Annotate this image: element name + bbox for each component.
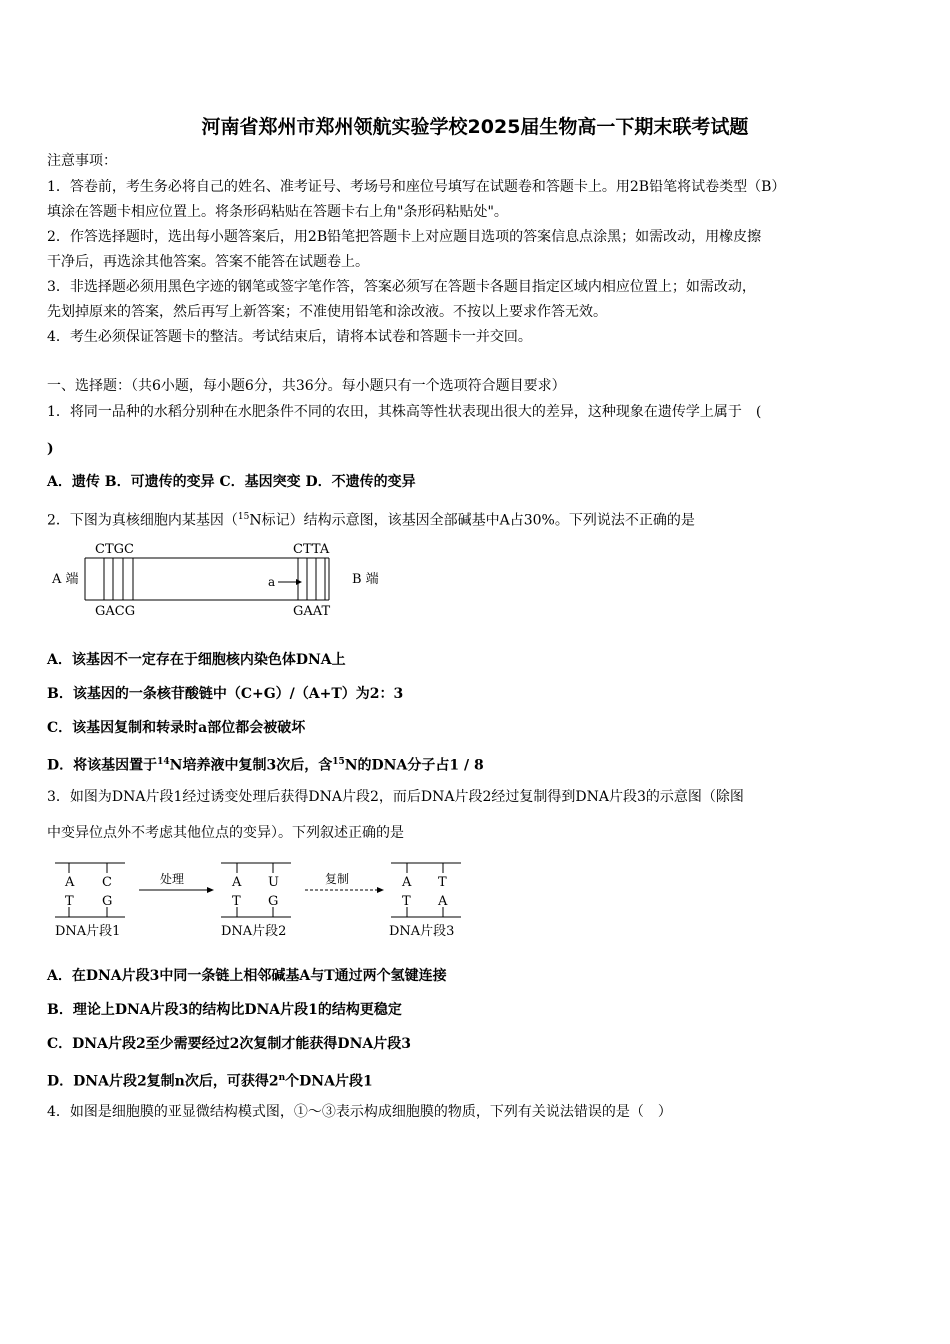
question-3-option-c: C．DNA片段2至少需要经过2次复制才能获得DNA片段3	[47, 1036, 411, 1052]
question-3-option-b: B．理论上DNA片段3的结构比DNA片段1的结构更稳定	[47, 1002, 402, 1018]
seg1-top-base-1: A	[65, 875, 75, 890]
seg3-label: DNA片段3	[389, 924, 455, 939]
seg3-bottom-base-2: A	[438, 894, 448, 909]
question-2-gene-figure	[47, 538, 407, 620]
seg2-label: DNA片段2	[221, 924, 287, 939]
seg1-bottom-base-1: T	[65, 894, 74, 909]
seg1-top-base-2: C	[102, 875, 112, 890]
gene-b-end-label: B 端	[352, 572, 379, 587]
notice-line-3: 2．作答选择题时，选出每小题答案后，用2B铅笔把答题卡上对应题目选项的答案信息点涂黑；如需改动，用橡皮擦	[47, 229, 762, 245]
seg2-bottom-base-1: T	[232, 894, 241, 909]
gene-bottom-left-bases: GACG	[95, 604, 136, 619]
question-1-stem-tail: )	[47, 441, 54, 457]
notice-line-1: 1．答卷前，考生务必将自己的姓名、准考证号、考场号和座位号填写在试题卷和答题卡上。用2B铅笔将试卷类型（B）	[47, 179, 786, 195]
question-1-options: A．遗传 B．可遗传的变异 C．基因突变 D．不遗传的变异	[47, 474, 416, 490]
notice-line-2: 填涂在答题卡相应位置上。将条形码粘贴在答题卡右上角"条形码粘贴处"。	[47, 204, 508, 220]
notice-line-5: 3．非选择题必须用黑色字迹的钢笔或签字笔作答，答案必须写在答题卡各题目指定区域内相应位置上；如需改动，	[47, 279, 756, 295]
question-1-stem: 1．将同一品种的水稻分别种在水肥条件不同的农田，其株高等性状表现出很大的差异，这种现象在遗传学上属于 (	[47, 404, 762, 420]
gene-site-label: a	[268, 575, 276, 589]
gene-bottom-right-bases: GAAT	[293, 604, 331, 619]
seg1-label: DNA片段1	[55, 924, 121, 939]
question-2-stem: 2．下图为真核细胞内某基因（$^{15}$N标记）结构示意图，该基因全部碱基中A占30%。下列说法不正确的是	[47, 512, 695, 529]
section-heading: 一、选择题：（共6小题，每小题6分，共36分。每小题只有一个选项符合题目要求）	[47, 378, 566, 394]
question-4-stem: 4．如图是细胞膜的亚显微结构模式图，①～③表示构成细胞膜的物质，下列有关说法错误的是（ ）	[47, 1104, 672, 1120]
question-3-option-d: D．DNA片段2复制n次后，可获得2$^n$个DNA片段1	[47, 1073, 373, 1090]
question-2-option-d: D．将该基因置于$^{14}$N培养液中复制3次后，含$^{15}$N的DNA分子占1 / 8	[47, 757, 484, 774]
seg2-top-base-2: U	[268, 875, 279, 890]
seg3-top-base-1: A	[402, 875, 412, 890]
question-3-stem-line-2: 中变异位点外不考虑其他位点的变异）。下列叙述正确的是	[47, 825, 404, 841]
gene-a-end-label: A 端	[52, 572, 79, 587]
gene-top-right-bases: CTTA	[293, 542, 330, 557]
question-2-option-b: B．该基因的一条核苷酸链中（C+G）/（A+T）为2：3	[47, 686, 404, 702]
notice-heading: 注意事项：	[47, 153, 117, 169]
notice-line-6: 先划掉原来的答案，然后再写上新答案；不准使用铅笔和涂改液。不按以上要求作答无效。	[47, 304, 607, 320]
process-1-label: 处理	[160, 872, 185, 886]
seg1-bottom-base-2: G	[102, 894, 113, 909]
page-title: 河南省郑州市郑州领航实验学校2025届生物高一下期末联考试题	[201, 116, 749, 138]
notice-line-4: 干净后，再选涂其他答案。答案不能答在试题卷上。	[47, 254, 369, 270]
gene-top-left-bases: CTGC	[95, 542, 134, 557]
seg3-bottom-base-1: T	[402, 894, 411, 909]
seg2-top-base-1: A	[232, 875, 242, 890]
notice-line-7: 4．考生必须保证答题卡的整洁。考试结束后，请将本试卷和答题卡一并交回。	[47, 329, 532, 345]
process-2-label: 复制	[325, 872, 350, 886]
seg3-top-base-2: T	[438, 875, 447, 890]
question-3-dna-figure	[47, 855, 487, 941]
question-2-option-a: A．该基因不一定存在于细胞核内染色体DNA上	[47, 652, 346, 668]
question-3-stem-line-1: 3．如图为DNA片段1经过诱变处理后获得DNA片段2，而后DNA片段2经过复制得到DNA片段3的示意图（除图	[47, 789, 744, 805]
question-3-option-a: A．在DNA片段3中同一条链上相邻碱基A与T通过两个氢键连接	[47, 968, 447, 984]
question-2-option-c: C．该基因复制和转录时a部位都会被破坏	[47, 720, 306, 736]
seg2-bottom-base-2: G	[268, 894, 279, 909]
